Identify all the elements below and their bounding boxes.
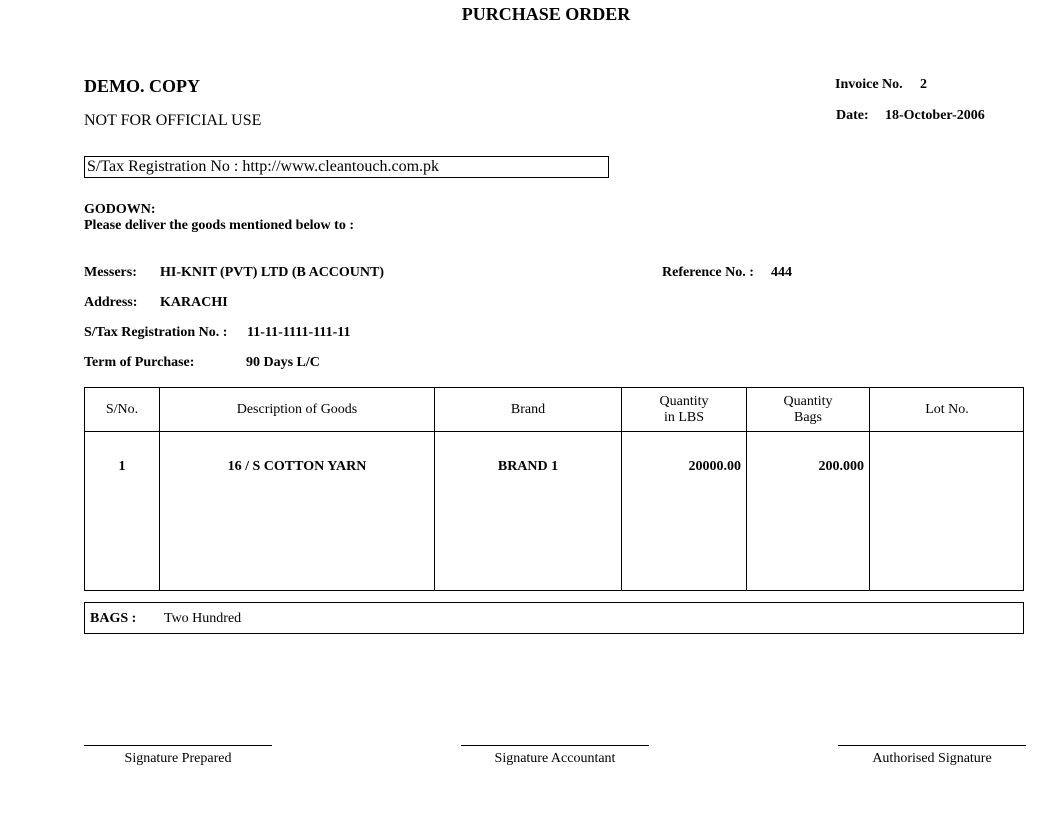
- row-brand: BRAND 1: [497, 459, 559, 474]
- header-divider: [85, 431, 1023, 432]
- bags-value: Two Hundred: [164, 611, 242, 626]
- signature-prepared-line: [84, 745, 272, 746]
- row-qty-lbs: 20000.00: [688, 459, 741, 474]
- page-title: PURCHASE ORDER: [461, 4, 631, 24]
- header-lot: Lot No.: [925, 402, 969, 417]
- godown-label: GODOWN:: [84, 202, 156, 217]
- reference-label: Reference No. :: [662, 265, 754, 280]
- signature-prepared-label: Signature Prepared: [124, 751, 232, 766]
- date-label: Date:: [836, 108, 869, 123]
- header-sno: S/No.: [105, 402, 139, 417]
- authorised-signature-line: [838, 745, 1026, 746]
- stax-registration-value: 11-11-1111-111-11: [247, 325, 351, 340]
- invoice-number: 2: [920, 77, 927, 92]
- signature-accountant-line: [461, 745, 649, 746]
- reference-value: 444: [771, 265, 792, 280]
- demo-copy-label: DEMO. COPY: [84, 76, 200, 96]
- header-qty-lbs-line1: Quantity: [659, 394, 709, 409]
- messers-label: Messers:: [84, 265, 137, 280]
- bags-box: [84, 602, 1024, 634]
- bags-label: BAGS :: [90, 611, 137, 626]
- term-value: 90 Days L/C: [246, 355, 320, 370]
- stax-registration-label: S/Tax Registration No. :: [84, 325, 228, 340]
- address-label: Address:: [84, 295, 138, 310]
- row-sno: 1: [118, 459, 126, 474]
- tax-registration-box: S/Tax Registration No : http://www.cleantouch.com.pk: [84, 156, 609, 178]
- invoice-label: Invoice No.: [835, 77, 903, 92]
- header-qty-lbs-line2: in LBS: [663, 410, 705, 425]
- deliver-note: Please deliver the goods mentioned below to :: [84, 218, 354, 233]
- date-value: 18-October-2006: [885, 108, 985, 123]
- signature-accountant-label: Signature Accountant: [494, 751, 616, 766]
- header-qty-lbs: [622, 394, 746, 426]
- not-official-label: NOT FOR OFFICIAL USE: [84, 112, 262, 129]
- header-qty-bags: [747, 394, 869, 426]
- header-brand: Brand: [510, 402, 546, 417]
- row-description: 16 / S COTTON YARN: [227, 459, 367, 474]
- header-qty-bags-line2: Bags: [794, 410, 822, 425]
- column-divider: [434, 388, 435, 590]
- term-label: Term of Purchase:: [84, 355, 195, 370]
- messers-value: HI-KNIT (PVT) LTD (B ACCOUNT): [160, 265, 385, 280]
- column-divider: [869, 388, 870, 590]
- header-description: Description of Goods: [236, 402, 358, 417]
- column-divider: [159, 388, 160, 590]
- goods-table: [84, 387, 1024, 591]
- row-qty-bags: 200.000: [818, 459, 864, 474]
- authorised-signature-label: Authorised Signature: [872, 751, 992, 766]
- address-value: KARACHI: [160, 295, 228, 310]
- header-qty-bags-line1: Quantity: [783, 394, 833, 409]
